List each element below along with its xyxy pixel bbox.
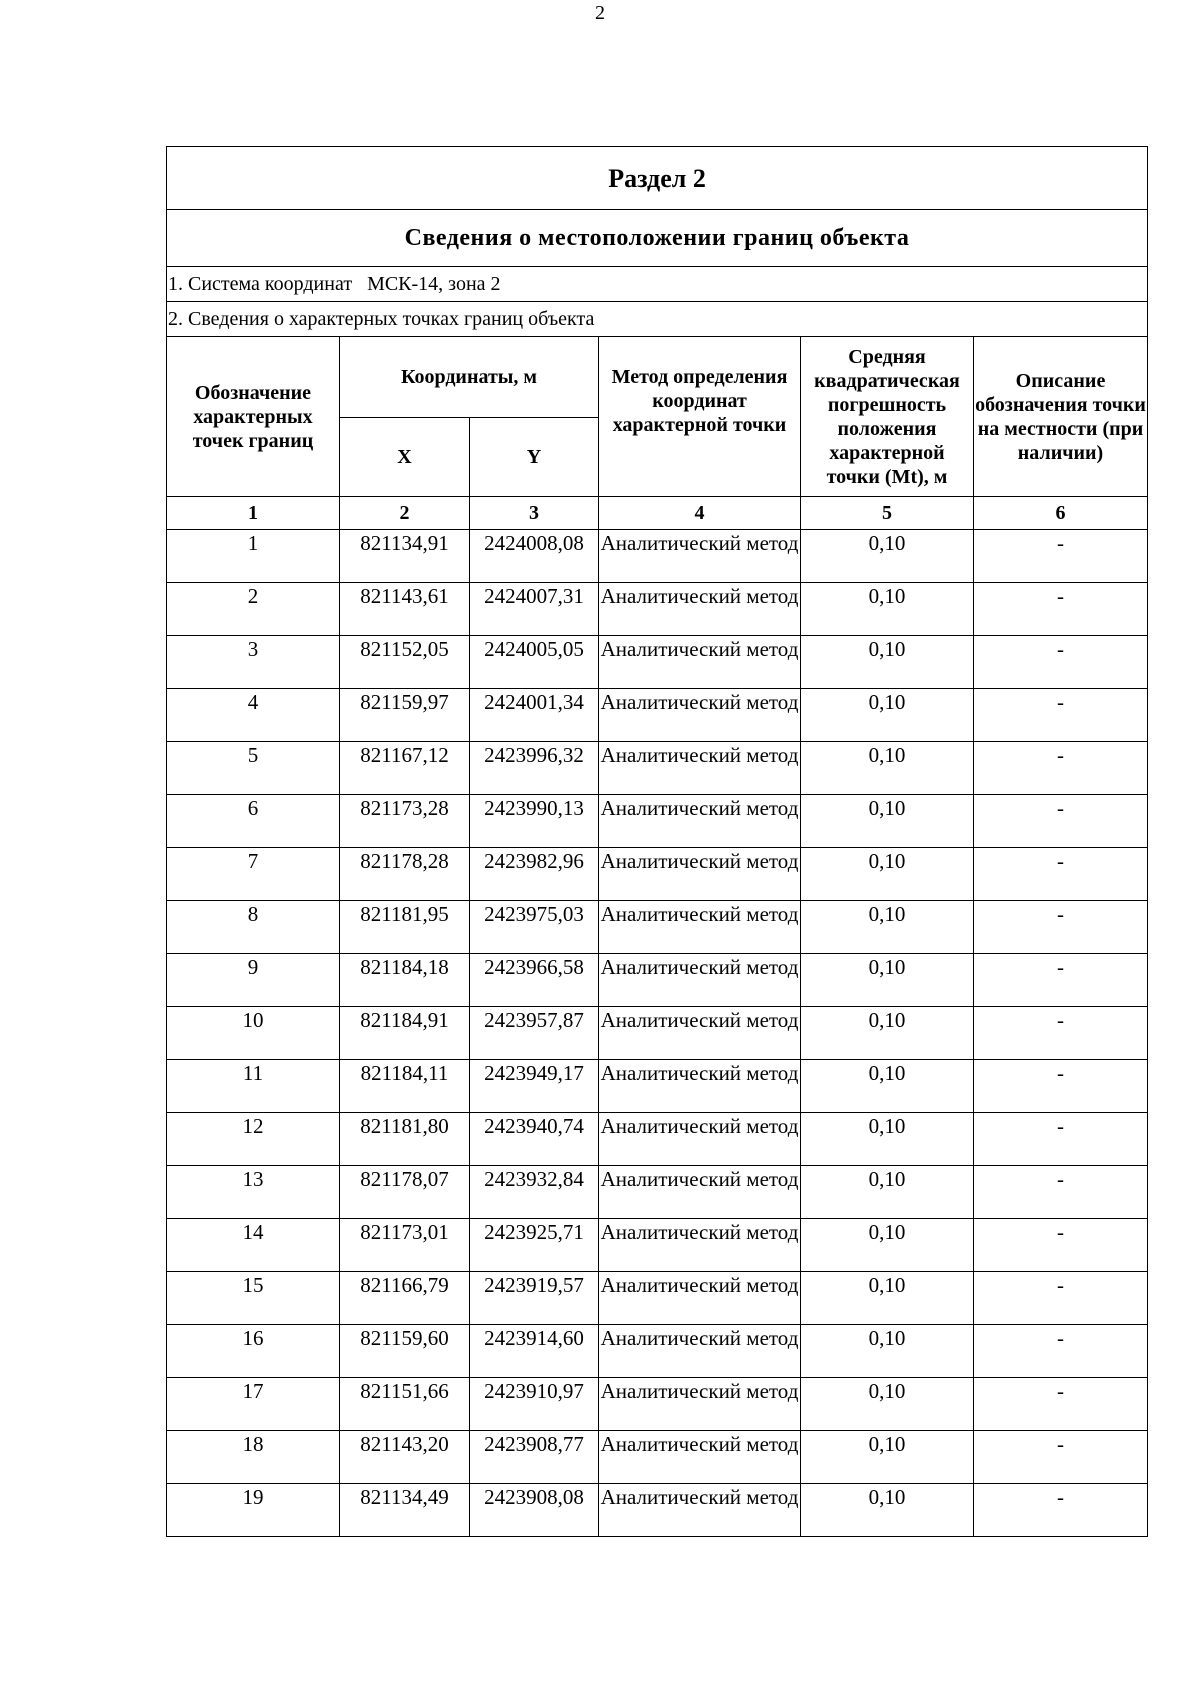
error-cell: 0,10	[801, 636, 974, 689]
point-cell: 2	[167, 583, 340, 636]
x-cell: 821184,91	[340, 1007, 470, 1060]
y-cell: 2423914,60	[470, 1325, 599, 1378]
method-cell: Аналитический метод	[599, 1219, 801, 1272]
point-cell: 10	[167, 1007, 340, 1060]
error-cell: 0,10	[801, 1060, 974, 1113]
table-row	[167, 954, 1148, 1007]
method-cell: Аналитический метод	[599, 795, 801, 848]
column-number-row	[167, 497, 1148, 530]
points-caption: 2. Сведения о характерных точках границ объекта	[167, 302, 1148, 337]
x-cell: 821184,11	[340, 1060, 470, 1113]
y-cell: 2423919,57	[470, 1272, 599, 1325]
y-cell: 2423966,58	[470, 954, 599, 1007]
description-cell: -	[974, 901, 1148, 954]
x-cell: 821151,66	[340, 1378, 470, 1431]
point-cell: 17	[167, 1378, 340, 1431]
table-row	[167, 1113, 1148, 1166]
point-cell: 18	[167, 1431, 340, 1484]
description-cell: -	[974, 530, 1148, 583]
error-cell: 0,10	[801, 1007, 974, 1060]
method-cell: Аналитический метод	[599, 848, 801, 901]
error-cell: 0,10	[801, 901, 974, 954]
x-cell: 821159,60	[340, 1325, 470, 1378]
method-cell: Аналитический метод	[599, 1378, 801, 1431]
table-row	[167, 636, 1148, 689]
column-number: 5	[801, 497, 974, 530]
x-cell: 821178,07	[340, 1166, 470, 1219]
description-cell: -	[974, 583, 1148, 636]
x-cell: 821173,28	[340, 795, 470, 848]
x-cell: 821152,05	[340, 636, 470, 689]
y-cell: 2423957,87	[470, 1007, 599, 1060]
page-number: 2	[595, 2, 605, 24]
section-title: Раздел 2	[167, 147, 1148, 210]
point-cell: 12	[167, 1113, 340, 1166]
point-cell: 5	[167, 742, 340, 795]
description-cell: -	[974, 1113, 1148, 1166]
x-cell: 821167,12	[340, 742, 470, 795]
table-row	[167, 1007, 1148, 1060]
description-cell: -	[974, 1219, 1148, 1272]
coordinate-system-row	[167, 267, 1148, 302]
column-number: 1	[167, 497, 340, 530]
header-y: Y	[470, 418, 599, 497]
coordinate-system-label: 1. Система координат	[168, 272, 353, 295]
table-row	[167, 1166, 1148, 1219]
y-cell: 2423910,97	[470, 1378, 599, 1431]
description-cell: -	[974, 742, 1148, 795]
header-error: Средняя квадратическая погрешность положения характерной точки (Mt), м	[801, 337, 974, 497]
x-cell: 821173,01	[340, 1219, 470, 1272]
method-cell: Аналитический метод	[599, 901, 801, 954]
y-cell: 2423982,96	[470, 848, 599, 901]
table-row	[167, 742, 1148, 795]
description-cell: -	[974, 1378, 1148, 1431]
x-cell: 821178,28	[340, 848, 470, 901]
description-cell: -	[974, 795, 1148, 848]
point-cell: 7	[167, 848, 340, 901]
table-row	[167, 1272, 1148, 1325]
table-row	[167, 1484, 1148, 1537]
table-row	[167, 1219, 1148, 1272]
point-cell: 8	[167, 901, 340, 954]
point-cell: 13	[167, 1166, 340, 1219]
table-row	[167, 583, 1148, 636]
point-cell: 15	[167, 1272, 340, 1325]
header-point: Обозначение характерных точек границ	[167, 337, 340, 497]
y-cell: 2423908,77	[470, 1431, 599, 1484]
point-cell: 9	[167, 954, 340, 1007]
table-row	[167, 689, 1148, 742]
header-method: Метод определения координат характерной точки	[599, 337, 801, 497]
description-cell: -	[974, 1060, 1148, 1113]
y-cell: 2424008,08	[470, 530, 599, 583]
error-cell: 0,10	[801, 1166, 974, 1219]
table-row	[167, 1325, 1148, 1378]
description-cell: -	[974, 1431, 1148, 1484]
coordinate-system-value: МСК-14, зона 2	[367, 272, 501, 295]
x-cell: 821181,95	[340, 901, 470, 954]
x-cell: 821184,18	[340, 954, 470, 1007]
method-cell: Аналитический метод	[599, 689, 801, 742]
error-cell: 0,10	[801, 689, 974, 742]
table-row	[167, 795, 1148, 848]
section-subtitle: Сведения о местоположении границ объекта	[167, 210, 1148, 267]
point-cell: 14	[167, 1219, 340, 1272]
column-number: 2	[340, 497, 470, 530]
y-cell: 2424005,05	[470, 636, 599, 689]
table-row	[167, 901, 1148, 954]
y-cell: 2424007,31	[470, 583, 599, 636]
method-cell: Аналитический метод	[599, 530, 801, 583]
method-cell: Аналитический метод	[599, 636, 801, 689]
column-number: 3	[470, 497, 599, 530]
x-cell: 821159,97	[340, 689, 470, 742]
point-cell: 6	[167, 795, 340, 848]
method-cell: Аналитический метод	[599, 1007, 801, 1060]
point-cell: 1	[167, 530, 340, 583]
y-cell: 2423925,71	[470, 1219, 599, 1272]
method-cell: Аналитический метод	[599, 742, 801, 795]
y-cell: 2423932,84	[470, 1166, 599, 1219]
description-cell: -	[974, 1272, 1148, 1325]
error-cell: 0,10	[801, 1113, 974, 1166]
x-cell: 821134,49	[340, 1484, 470, 1537]
error-cell: 0,10	[801, 954, 974, 1007]
table-row	[167, 1060, 1148, 1113]
table-row	[167, 848, 1148, 901]
description-cell: -	[974, 1484, 1148, 1537]
boundary-points-table	[166, 146, 1148, 1537]
error-cell: 0,10	[801, 1378, 974, 1431]
y-cell: 2423990,13	[470, 795, 599, 848]
header-x: X	[340, 418, 470, 497]
table-row	[167, 1378, 1148, 1431]
point-cell: 11	[167, 1060, 340, 1113]
error-cell: 0,10	[801, 530, 974, 583]
error-cell: 0,10	[801, 1219, 974, 1272]
point-cell: 19	[167, 1484, 340, 1537]
x-cell: 821166,79	[340, 1272, 470, 1325]
error-cell: 0,10	[801, 1431, 974, 1484]
column-number: 6	[974, 497, 1148, 530]
error-cell: 0,10	[801, 583, 974, 636]
x-cell: 821181,80	[340, 1113, 470, 1166]
method-cell: Аналитический метод	[599, 1325, 801, 1378]
x-cell: 821134,91	[340, 530, 470, 583]
point-cell: 16	[167, 1325, 340, 1378]
description-cell: -	[974, 1007, 1148, 1060]
x-cell: 821143,61	[340, 583, 470, 636]
header-description: Описание обозначения точки на местности (при наличии)	[974, 337, 1148, 497]
method-cell: Аналитический метод	[599, 1113, 801, 1166]
column-number: 4	[599, 497, 801, 530]
description-cell: -	[974, 1325, 1148, 1378]
method-cell: Аналитический метод	[599, 1060, 801, 1113]
method-cell: Аналитический метод	[599, 1431, 801, 1484]
description-cell: -	[974, 689, 1148, 742]
y-cell: 2423996,32	[470, 742, 599, 795]
method-cell: Аналитический метод	[599, 583, 801, 636]
table-row	[167, 530, 1148, 583]
error-cell: 0,10	[801, 1325, 974, 1378]
point-cell: 4	[167, 689, 340, 742]
y-cell: 2423908,08	[470, 1484, 599, 1537]
y-cell: 2423975,03	[470, 901, 599, 954]
description-cell: -	[974, 954, 1148, 1007]
method-cell: Аналитический метод	[599, 1166, 801, 1219]
table-row	[167, 1431, 1148, 1484]
point-cell: 3	[167, 636, 340, 689]
y-cell: 2423949,17	[470, 1060, 599, 1113]
description-cell: -	[974, 636, 1148, 689]
header-coordinates: Координаты, м	[340, 337, 599, 418]
method-cell: Аналитический метод	[599, 1272, 801, 1325]
y-cell: 2424001,34	[470, 689, 599, 742]
error-cell: 0,10	[801, 742, 974, 795]
method-cell: Аналитический метод	[599, 954, 801, 1007]
description-cell: -	[974, 848, 1148, 901]
y-cell: 2423940,74	[470, 1113, 599, 1166]
error-cell: 0,10	[801, 795, 974, 848]
error-cell: 0,10	[801, 1272, 974, 1325]
error-cell: 0,10	[801, 848, 974, 901]
error-cell: 0,10	[801, 1484, 974, 1537]
method-cell: Аналитический метод	[599, 1484, 801, 1537]
x-cell: 821143,20	[340, 1431, 470, 1484]
description-cell: -	[974, 1166, 1148, 1219]
